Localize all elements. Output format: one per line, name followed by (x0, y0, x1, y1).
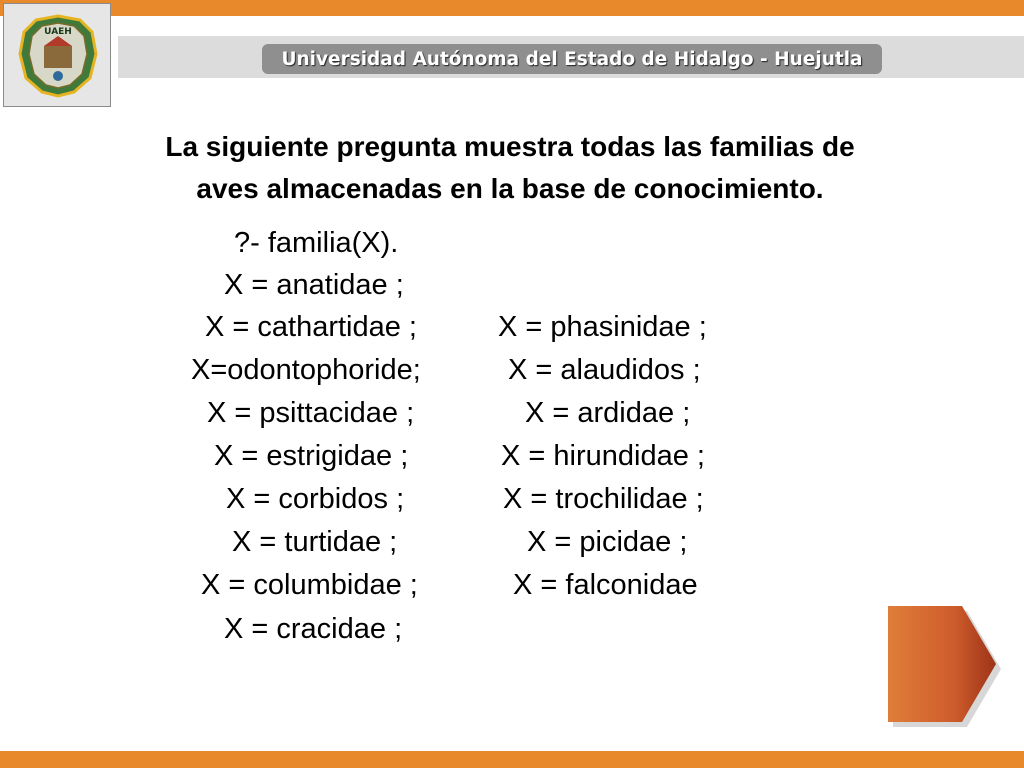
university-logo (3, 3, 111, 107)
left-result-7: X = turtidae ; (232, 526, 398, 558)
right-result-4: X = hirundidae ; (501, 440, 705, 472)
bottom-stripe (0, 751, 1024, 768)
right-result-2: X = alaudidos ; (508, 354, 701, 386)
university-seal-icon (14, 14, 102, 98)
right-result-1: X = phasinidae ; (498, 311, 707, 343)
left-result-6: X = corbidos ; (226, 483, 405, 515)
slide-title (60, 126, 960, 210)
institution-banner (262, 44, 882, 74)
title-line-2: aves almacenadas en la base de conocimiento. (196, 173, 824, 204)
left-result-2: X = cathartidae ; (205, 311, 417, 343)
institution-name: Universidad Autónoma del Estado de Hidalgo - Huejutla (281, 48, 863, 70)
left-result-9: X = cracidae ; (224, 613, 403, 645)
left-result-1: X = anatidae ; (224, 269, 404, 301)
left-result-4: X = psittacidae ; (207, 397, 415, 429)
logo-text: UAEH (44, 27, 72, 37)
right-result-5: X = trochilidae ; (503, 483, 704, 515)
left-result-3: X=odontophoride; (191, 354, 421, 386)
right-result-7: X = falconidae (513, 569, 698, 601)
right-result-3: X = ardidae ; (525, 397, 691, 429)
title-line-1: La siguiente pregunta muestra todas las familias de (165, 131, 855, 162)
top-stripe (0, 0, 1024, 16)
right-result-6: X = picidae ; (527, 526, 688, 558)
next-arrow-icon[interactable] (884, 604, 1004, 728)
left-result-5: X = estrigidae ; (214, 440, 409, 472)
query-line: ?- familia(X). (234, 227, 399, 259)
left-result-8: X = columbidae ; (201, 569, 418, 601)
